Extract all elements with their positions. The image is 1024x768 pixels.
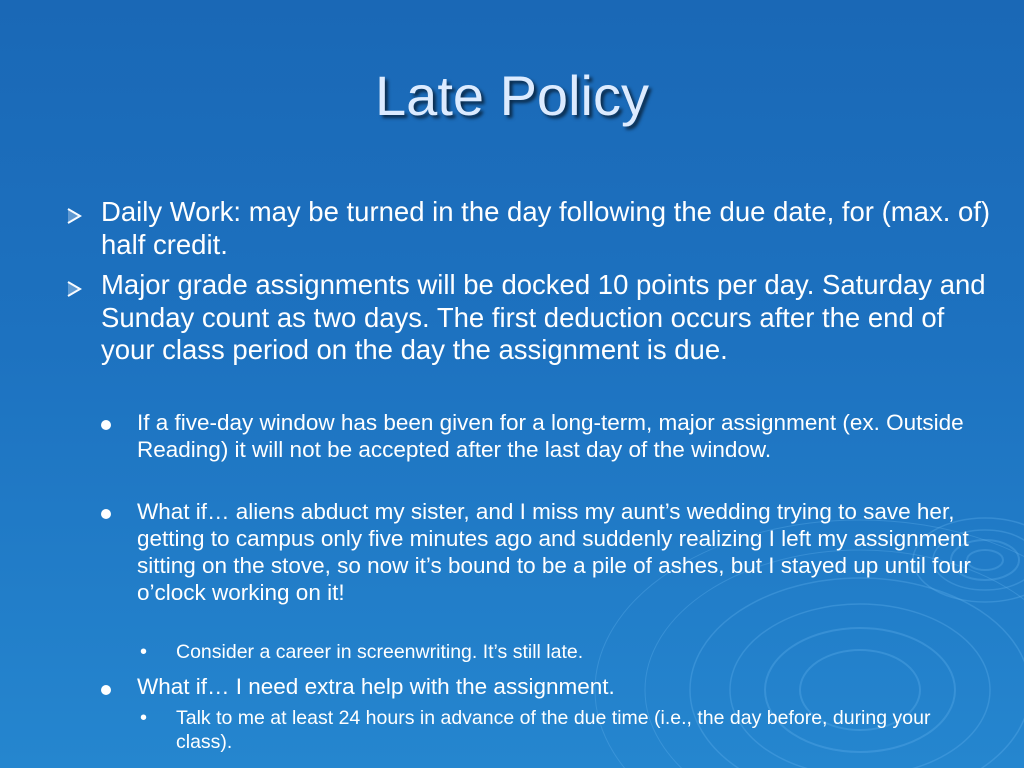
small-bullet-icon: • [140, 641, 148, 663]
round-bullet-icon [101, 685, 111, 695]
sub-sub-bullet-talk-to-me: Talk to me at least 24 hours in advance of the due time (i.e., the day before, during your class). [176, 707, 931, 753]
sub-bullet-aliens: What if… aliens abduct my sister, and I miss my aunt’s wedding trying to save her, getting to campus only five minutes ago and suddenly realizing I left my assignment sitting on the stove, so now it’s bound to be a pile of ashes, but I stayed up until four o’clock working on it! [137, 499, 971, 605]
arrow-bullet-icon [64, 278, 86, 300]
sub-bullet-extra-help: What if… I need extra help with the assignment. [137, 674, 615, 699]
round-bullet-icon [101, 509, 111, 519]
round-bullet-icon [101, 420, 111, 430]
bullet-daily-work: Daily Work: may be turned in the day following the due date, for (max. of) half credit. [101, 196, 991, 260]
small-bullet-icon: • [140, 707, 148, 729]
sub-sub-bullet-screenwriting: Consider a career in screenwriting. It’s still late. [176, 641, 584, 663]
arrow-bullet-icon [64, 205, 86, 227]
slide-title: Late Policy [375, 64, 649, 127]
bullet-major-grade: Major grade assignments will be docked 10 points per day. Saturday and Sunday count as two days. The first deduction occurs after the end of your class period on the day the assignment is due. [101, 269, 986, 365]
sub-bullet-five-day-window: If a five-day window has been given for a long-term, major assignment (ex. Outside Reading) it will not be accepted after the last day of the window. [137, 410, 964, 462]
